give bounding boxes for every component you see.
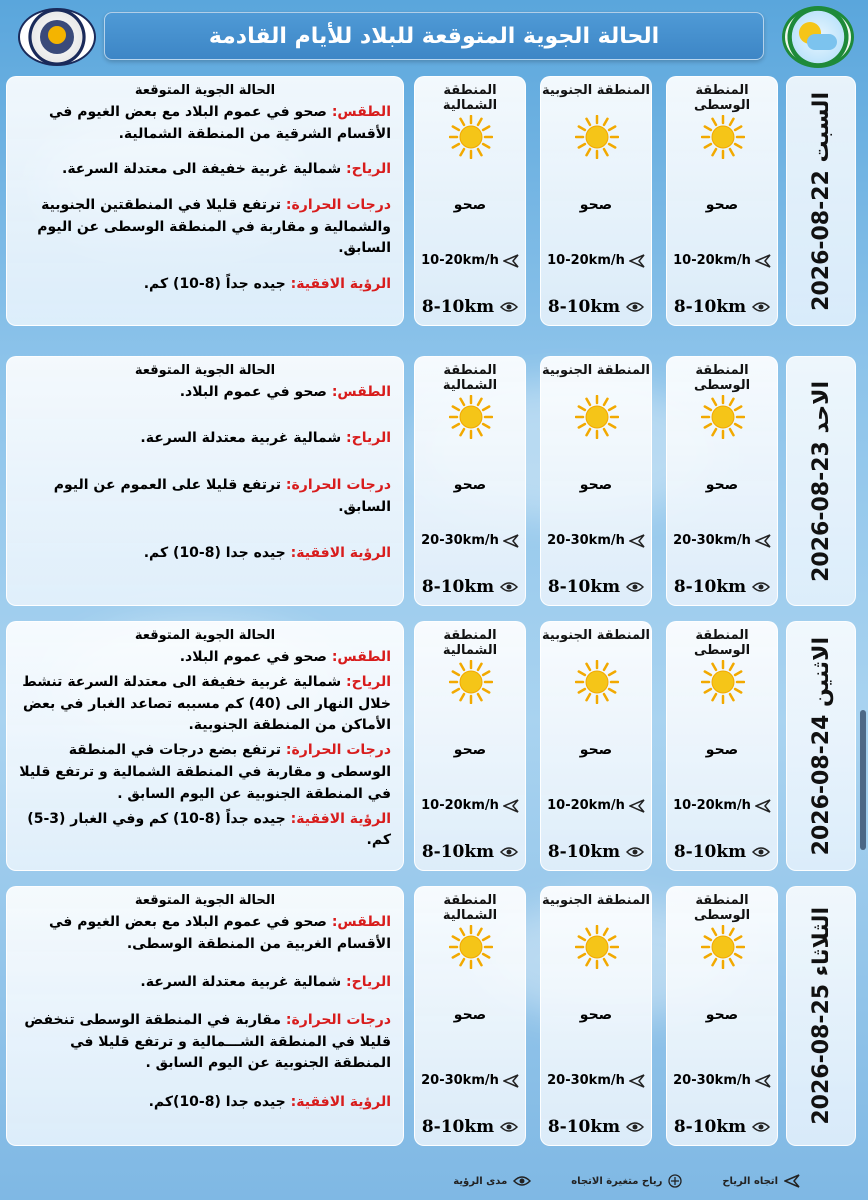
visibility-text: جيده جدا (8-10)كم. [148, 1093, 286, 1110]
wind-arrow-icon [503, 534, 519, 548]
wind-arrow-icon [755, 254, 771, 268]
region-name: المنطقة الجنوبية [541, 363, 651, 378]
wind-speed-value: 20-30km/h [673, 533, 751, 548]
day-block [0, 882, 868, 1150]
visibility [421, 577, 519, 597]
eye-icon [626, 1121, 644, 1133]
visibility-line [19, 809, 391, 852]
visibility [547, 1117, 645, 1137]
temperature-label: درجات الحرارة: [285, 197, 391, 214]
eye-icon [752, 581, 770, 593]
eye-icon [752, 1121, 770, 1133]
region-card [540, 621, 652, 871]
wind-text: شمالية غربية خفيفة الى معتدلة السرعة. [62, 161, 342, 178]
visibility [547, 842, 645, 862]
wind-text: شمالية غربية معتدلة السرعة. [140, 973, 342, 990]
meteorology-logo [18, 8, 96, 66]
scrollbar[interactable] [860, 710, 866, 850]
weather-label: الطقس: [331, 104, 391, 120]
panel-heading: الحالة الجوية المتوقعة [134, 628, 276, 643]
region-name: المنطقة الشمالية [442, 363, 498, 393]
visibility [673, 297, 771, 317]
wind-line [19, 672, 391, 737]
date-column [786, 886, 856, 1146]
region-name: المنطقة الجنوبية [541, 893, 651, 908]
temperature-text: مقاربة في المنطقة الوسطى تنخفض قليلا في المنطقة الشـــمالية و ترتفع قليلا في المنطقة الجنوبية عن اليوم السابق . [24, 1012, 391, 1072]
page-title: الحالة الجوية المتوقعة للبلاد للأيام القادمة [208, 23, 660, 49]
wind-speed-value: 10-20km/h [673, 253, 751, 268]
region-name: المنطقة الشمالية [442, 83, 498, 113]
condition-label: صحو [453, 477, 487, 493]
wind-speed-value: 20-30km/h [421, 1073, 499, 1088]
eye-icon [752, 301, 770, 313]
wind-label: الرياح: [346, 430, 391, 447]
wind-speed-value: 20-30km/h [547, 1073, 625, 1088]
visibility-label: الرؤية الافقية: [290, 545, 391, 561]
wind-arrow-icon [755, 534, 771, 548]
condition-label: صحو [705, 197, 739, 213]
visibility-line [19, 1092, 391, 1114]
condition-label: صحو [453, 742, 487, 758]
temperature-text: ترتفع قليلا على العموم عن اليوم السابق. [53, 476, 391, 515]
sun-icon [449, 925, 493, 969]
temperature-line [19, 1010, 391, 1075]
sun-icon [575, 395, 619, 439]
panel-heading: الحالة الجوية المتوقعة [134, 893, 276, 908]
wind-line [19, 972, 391, 994]
weather-line [19, 102, 391, 145]
temperature-line [19, 195, 391, 260]
legend-visibility-label: مدى الرؤية [453, 1175, 508, 1187]
visibility-text: جيده جداً (8-10) كم. [143, 276, 286, 293]
date-column [786, 621, 856, 871]
region-card [414, 76, 526, 326]
wind-speed [547, 533, 645, 548]
visibility-value: 8-10km [673, 577, 747, 597]
visibility-value: 8-10km [547, 577, 621, 597]
panel-heading: الحالة الجوية المتوقعة [134, 363, 276, 378]
condition-label: صحو [705, 1007, 739, 1023]
visibility-value: 8-10km [673, 297, 747, 317]
wind-speed-value: 10-20km/h [547, 253, 625, 268]
eye-icon [752, 846, 770, 858]
condition-label: صحو [453, 1007, 487, 1023]
region-card [666, 76, 778, 326]
region-card [666, 356, 778, 606]
day-block [0, 352, 868, 610]
wind-text: شمالية غربية معتدلة السرعة. [140, 430, 342, 447]
eye-icon [626, 581, 644, 593]
weather-text: صحو في عموم البلاد. [179, 649, 327, 665]
sun-icon [449, 115, 493, 159]
date-column [786, 356, 856, 606]
legend [240, 1168, 800, 1194]
wind-speed [421, 798, 519, 813]
day-block [0, 72, 868, 330]
wind-speed [547, 1073, 645, 1088]
wind-speed [673, 798, 771, 813]
visibility [673, 577, 771, 597]
day-date: 2026-08-23 الاحد [808, 380, 834, 582]
temperature-label: درجات الحرارة: [285, 742, 391, 759]
visibility [673, 842, 771, 862]
wind-arrow-icon [755, 799, 771, 813]
region-name: المنطقة الوسطى [693, 628, 751, 658]
legend-variable-wind [571, 1174, 682, 1188]
wind-speed-value: 10-20km/h [421, 798, 499, 813]
visibility-text: جيده جداً (8-10) كم وفي الغبار (3-5) كم. [27, 810, 391, 849]
temperature-line [19, 740, 391, 805]
wind-speed [673, 533, 771, 548]
wind-speed [421, 1073, 519, 1088]
temperature-line [19, 475, 391, 518]
sun-icon [449, 395, 493, 439]
wind-speed-value: 20-30km/h [547, 533, 625, 548]
title-bar [104, 12, 764, 60]
visibility-value: 8-10km [673, 842, 747, 862]
wind-text: شمالية غربية خفيفة الى معتدلة السرعة تنشط خلال النهار الى (40) كم مسببه تصاعد الغبار في بعض الأماكن من المنطقة الجنوبية. [22, 673, 391, 734]
region-name: المنطقة الشمالية [442, 893, 498, 923]
wind-speed [673, 253, 771, 268]
weather-label: الطقس: [331, 384, 391, 400]
sun-icon [575, 925, 619, 969]
condition-label: صحو [579, 1007, 613, 1023]
wind-speed [421, 533, 519, 548]
visibility-value: 8-10km [673, 1117, 747, 1137]
wind-arrow-icon [503, 254, 519, 268]
wind-arrow-icon [629, 1074, 645, 1088]
visibility-value: 8-10km [547, 297, 621, 317]
weather-label: الطقس: [331, 649, 391, 665]
eye-icon [500, 846, 518, 858]
forecast-text-panel [6, 76, 404, 326]
condition-label: صحو [579, 477, 613, 493]
wind-label: الرياح: [346, 673, 391, 690]
region-name: المنطقة الوسطى [693, 83, 751, 113]
day-date: 2026-08-25 الثلاثاء [808, 907, 834, 1125]
region-name: المنطقة الجنوبية [541, 628, 651, 643]
condition-label: صحو [453, 197, 487, 213]
region-card [540, 76, 652, 326]
wind-speed [547, 253, 645, 268]
region-name: المنطقة الوسطى [693, 363, 751, 393]
visibility [673, 1117, 771, 1137]
eye-icon [500, 581, 518, 593]
day-block [0, 617, 868, 875]
wind-arrow-icon [503, 799, 519, 813]
weather-label: الطقس: [331, 914, 391, 930]
wind-arrow-icon [503, 1074, 519, 1088]
wind-speed-value: 10-20km/h [421, 253, 499, 268]
visibility [547, 577, 645, 597]
visibility-value: 8-10km [421, 842, 495, 862]
sun-icon [575, 115, 619, 159]
visibility-value: 8-10km [547, 1117, 621, 1137]
visibility-label: الرؤية الافقية: [290, 810, 391, 827]
visibility [421, 297, 519, 317]
day-date: 2026-08-22 السبت [808, 91, 834, 311]
temperature-label: درجات الحرارة: [285, 1012, 391, 1029]
wind-arrow-icon [629, 534, 645, 548]
visibility-line [19, 274, 391, 296]
weather-text: صحو في عموم البلاد. [179, 384, 327, 400]
visibility-value: 8-10km [547, 842, 621, 862]
wind-speed-value: 20-30km/h [673, 1073, 751, 1088]
eye-icon [626, 846, 644, 858]
region-card [414, 356, 526, 606]
weather-line [19, 912, 391, 955]
eye-icon [513, 1175, 531, 1187]
sun-icon [701, 115, 745, 159]
visibility-label: الرؤية الافقية: [290, 276, 391, 293]
condition-label: صحو [705, 742, 739, 758]
wind-arrow-icon [784, 1174, 800, 1188]
variable-wind-icon [668, 1174, 682, 1188]
visibility [421, 1117, 519, 1137]
weather-line [19, 647, 391, 669]
header [0, 0, 868, 78]
condition-label: صحو [705, 477, 739, 493]
legend-visibility [453, 1175, 531, 1187]
eye-icon [500, 301, 518, 313]
wind-line [19, 159, 391, 181]
wind-speed [673, 1073, 771, 1088]
forecast-text-panel [6, 621, 404, 871]
sun-icon [449, 660, 493, 704]
condition-label: صحو [579, 197, 613, 213]
eye-icon [500, 1121, 518, 1133]
temperature-text: ترتفع بضع درجات في المنطقة الوسطى و مقاربة في المنطقة الشمالية و ترتفع قليلا في المنطقة الجنوبية عن اليوم السابق . [19, 742, 391, 802]
region-card [414, 621, 526, 871]
visibility-value: 8-10km [421, 297, 495, 317]
sun-icon [701, 925, 745, 969]
wind-arrow-icon [629, 254, 645, 268]
visibility-text: جيده جدا (8-10) كم. [143, 545, 286, 561]
eye-icon [626, 301, 644, 313]
wind-arrow-icon [629, 799, 645, 813]
region-name: المنطقة الوسطى [693, 893, 751, 923]
visibility [547, 297, 645, 317]
weather-logo [782, 6, 854, 68]
wind-speed-value: 10-20km/h [547, 798, 625, 813]
panel-heading: الحالة الجوية المتوقعة [134, 83, 276, 98]
sun-icon [701, 395, 745, 439]
wind-label: الرياح: [346, 161, 391, 178]
wind-speed [547, 798, 645, 813]
date-column [786, 76, 856, 326]
sun-icon [575, 660, 619, 704]
wind-speed [421, 253, 519, 268]
legend-wind-direction [722, 1174, 800, 1188]
region-card [666, 621, 778, 871]
weather-line [19, 382, 391, 404]
visibility-label: الرؤية الافقية: [290, 1093, 391, 1110]
wind-arrow-icon [755, 1074, 771, 1088]
sun-icon [701, 660, 745, 704]
wind-line [19, 428, 391, 450]
region-name: المنطقة الشمالية [442, 628, 498, 658]
legend-variable-wind-label: رياح متغيرة الاتجاه [571, 1175, 663, 1187]
legend-wind-direction-label: اتجاه الرياح [722, 1175, 778, 1187]
temperature-text: ترتفع قليلا في المنطقتين الجنوبية والشمالية و مقاربة في المنطقة الوسطى عن اليوم السابق. [37, 197, 391, 257]
region-name: المنطقة الجنوبية [541, 83, 651, 98]
wind-label: الرياح: [346, 973, 391, 990]
visibility [421, 842, 519, 862]
visibility-value: 8-10km [421, 577, 495, 597]
region-card [540, 356, 652, 606]
visibility-value: 8-10km [421, 1117, 495, 1137]
forecast-text-panel [6, 886, 404, 1146]
region-card [414, 886, 526, 1146]
forecast-text-panel [6, 356, 404, 606]
region-card [540, 886, 652, 1146]
region-card [666, 886, 778, 1146]
wind-speed-value: 20-30km/h [421, 533, 499, 548]
weather-text: صحو في عموم البلاد مع بعض الغيوم في الأقسام الشرقية من المنطقة الشمالية. [49, 104, 391, 142]
wind-speed-value: 10-20km/h [673, 798, 751, 813]
condition-label: صحو [579, 742, 613, 758]
weather-text: صحو في عموم البلاد مع بعض الغيوم في الأقسام الغربية من المنطقة الوسطى. [49, 914, 391, 952]
visibility-line [19, 543, 391, 565]
temperature-label: درجات الحرارة: [285, 476, 391, 493]
day-date: 2026-08-24 الاثنين [808, 636, 834, 856]
